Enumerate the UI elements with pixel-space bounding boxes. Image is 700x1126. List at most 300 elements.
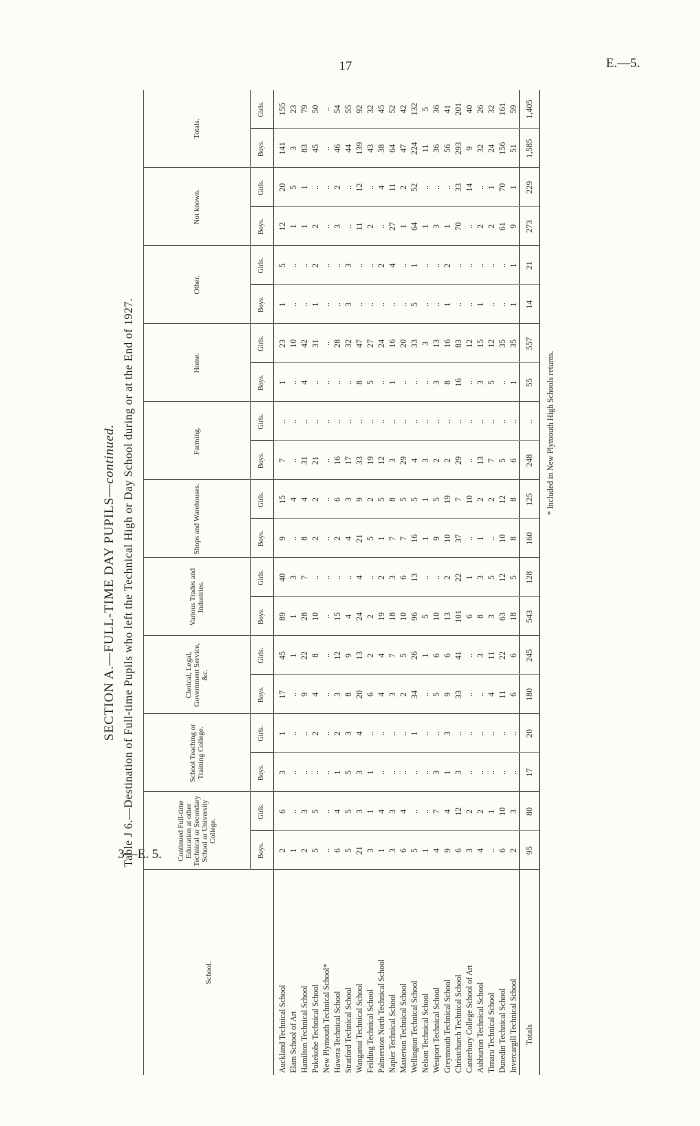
table-cell: 9: [299, 675, 310, 714]
totals-cell: 160: [520, 519, 540, 558]
table-cell: 36: [431, 90, 442, 129]
table-cell: 6: [442, 636, 453, 675]
table-cell: ..: [464, 636, 475, 675]
school-name: Wanganui Technical School: [355, 983, 364, 1073]
table-cell: 96: [409, 597, 420, 636]
table-cell: 2: [486, 207, 497, 246]
table-row: [475, 90, 486, 1075]
school-name: Ashburton Technical School: [476, 982, 485, 1073]
table-row: [321, 90, 332, 1075]
table-cell: ..: [321, 129, 332, 168]
table-cell: 10: [310, 597, 321, 636]
table-cell: 15: [274, 480, 289, 519]
table-cell: 2: [464, 792, 475, 831]
table-cell: 2: [299, 831, 310, 870]
table-cell: ..: [409, 753, 420, 792]
group-header: Clerical, Legal, Government Service, &c.: [144, 636, 251, 714]
table-cell: 5: [420, 90, 431, 129]
table-cell: 37: [453, 519, 464, 558]
table-cell: 64: [387, 129, 398, 168]
table-cell: ..: [420, 792, 431, 831]
table-cell: 13: [409, 558, 420, 597]
totals-cell: 273: [520, 207, 540, 246]
table-cell: 7: [387, 636, 398, 675]
table-cell: 5: [274, 246, 289, 285]
table-cell: 4: [387, 246, 398, 285]
table-cell: ..: [453, 714, 464, 753]
school-name: Christchurch Technical School: [454, 974, 463, 1073]
girls-subheader: Girls.: [251, 714, 274, 753]
table-cell: 29: [398, 441, 409, 480]
table-row: [310, 90, 321, 1075]
table-cell: 4: [442, 792, 453, 831]
school-name: Napier Technical School: [388, 994, 397, 1073]
totals-cell: 229: [520, 168, 540, 207]
table-cell: 2: [274, 831, 289, 870]
table-cell: 12: [497, 480, 508, 519]
table-cell: 3: [475, 558, 486, 597]
table-cell: 9: [464, 129, 475, 168]
table-cell: 41: [442, 90, 453, 129]
table-cell: 40: [274, 558, 289, 597]
table-row: [398, 90, 409, 1075]
table-cell: 156: [497, 129, 508, 168]
table-cell: 19: [365, 441, 376, 480]
table-cell: ..: [431, 558, 442, 597]
table-cell: 32: [343, 324, 354, 363]
table-cell: 6: [508, 675, 520, 714]
table-cell: ..: [274, 402, 289, 441]
table-cell: 224: [409, 129, 420, 168]
table-cell: 8: [508, 480, 520, 519]
table-cell: ..: [310, 402, 321, 441]
table-cell: 1: [288, 207, 299, 246]
table-cell: 6: [453, 831, 464, 870]
group-header: Totals.: [144, 90, 251, 168]
school-name: Elam School of Art: [289, 1011, 298, 1073]
table-row: [464, 90, 475, 1075]
group-header: Farming.: [144, 402, 251, 480]
girls-subheader: Girls.: [251, 324, 274, 363]
table-cell: ..: [288, 519, 299, 558]
table-cell: ..: [321, 558, 332, 597]
boys-subheader: Boys.: [251, 207, 274, 246]
table-cell: 10: [464, 480, 475, 519]
school-name: Stratford Technical School: [344, 987, 353, 1073]
table-cell: 13: [475, 441, 486, 480]
rotated-table-page: [98, 90, 700, 1075]
table-cell: ..: [321, 714, 332, 753]
girls-subheader: Girls.: [251, 90, 274, 129]
table-cell: ..: [475, 402, 486, 441]
table-cell: ..: [332, 402, 343, 441]
table-row: [420, 90, 431, 1075]
table-cell: ..: [288, 246, 299, 285]
table-cell: ..: [431, 402, 442, 441]
table-cell: 5: [398, 636, 409, 675]
table-cell: 12: [376, 441, 387, 480]
school-name: Canterbury College School of Art: [465, 965, 474, 1073]
table-row: [497, 90, 508, 1075]
table-cell: 2: [486, 480, 497, 519]
table-cell: 5: [420, 597, 431, 636]
table-row: [299, 90, 310, 1075]
table-cell: ..: [420, 168, 431, 207]
table-cell: ..: [321, 597, 332, 636]
table-cell: ..: [431, 168, 442, 207]
table-cell: ..: [310, 558, 321, 597]
table-cell: 50: [310, 90, 321, 129]
table-cell: 3: [420, 441, 431, 480]
table-cell: 11: [420, 129, 431, 168]
table-cell: 63: [497, 597, 508, 636]
table-cell: ..: [387, 714, 398, 753]
table-cell: 5: [431, 480, 442, 519]
table-cell: ..: [321, 636, 332, 675]
table-cell: 14: [464, 168, 475, 207]
totals-cell: 248: [520, 441, 540, 480]
table-cell: 2: [376, 246, 387, 285]
table-title: Table J 6.—Destination of Full-time Pupils who left the Technical High or Day School during or at the End of 1927.: [123, 298, 135, 867]
table-cell: 70: [497, 168, 508, 207]
table-cell: 42: [398, 90, 409, 129]
table-cell: 2: [310, 519, 321, 558]
table-cell: 4: [431, 831, 442, 870]
table-cell: 8: [343, 675, 354, 714]
table-cell: 5: [486, 558, 497, 597]
table-cell: 89: [274, 597, 289, 636]
table-cell: 54: [332, 90, 343, 129]
table-cell: 4: [475, 831, 486, 870]
table-row: [508, 90, 520, 1075]
table-cell: ..: [453, 285, 464, 324]
table-cell: 18: [508, 597, 520, 636]
table-cell: ..: [343, 207, 354, 246]
table-cell: 27: [387, 207, 398, 246]
destination-table: [143, 90, 540, 1075]
table-cell: 1: [299, 168, 310, 207]
totals-cell: 543: [520, 597, 540, 636]
table-cell: ..: [420, 402, 431, 441]
table-cell: 4: [332, 792, 343, 831]
totals-cell: 20: [520, 714, 540, 753]
table-cell: 9: [343, 636, 354, 675]
table-cell: ..: [486, 831, 497, 870]
table-cell: 19: [376, 597, 387, 636]
table-cell: 29: [453, 441, 464, 480]
table-cell: 3: [387, 831, 398, 870]
table-cell: ..: [486, 402, 497, 441]
table-cell: ..: [409, 363, 420, 402]
table-cell: 1: [442, 285, 453, 324]
girls-subheader: Girls.: [251, 246, 274, 285]
table-cell: 155: [274, 90, 289, 129]
table-cell: 3: [288, 558, 299, 597]
table-cell: 31: [299, 441, 310, 480]
table-cell: 2: [508, 831, 520, 870]
table-cell: 28: [332, 324, 343, 363]
table-cell: 1: [508, 363, 520, 402]
group-header: Not known.: [144, 168, 251, 246]
table-cell: ..: [343, 363, 354, 402]
table-cell: ..: [497, 246, 508, 285]
table-cell: ..: [398, 714, 409, 753]
table-cell: ..: [321, 246, 332, 285]
table-cell: 1: [409, 714, 420, 753]
table-cell: 4: [486, 675, 497, 714]
table-cell: 2: [376, 558, 387, 597]
table-cell: 11: [497, 675, 508, 714]
table-cell: 4: [376, 636, 387, 675]
table-cell: 1: [475, 285, 486, 324]
table-cell: 7: [387, 519, 398, 558]
table-cell: 45: [310, 129, 321, 168]
table-cell: 101: [453, 597, 464, 636]
table-cell: 3: [475, 636, 486, 675]
totals-cell: 95: [520, 831, 540, 870]
table-cell: ..: [398, 753, 409, 792]
table-cell: 23: [288, 90, 299, 129]
table-cell: ..: [299, 753, 310, 792]
table-cell: 1: [274, 285, 289, 324]
table-cell: ..: [431, 285, 442, 324]
table-cell: 2: [398, 675, 409, 714]
table-cell: 2: [310, 480, 321, 519]
table-cell: 11: [486, 636, 497, 675]
table-cell: ..: [354, 285, 365, 324]
table-cell: 7: [453, 480, 464, 519]
table-cell: 10: [442, 519, 453, 558]
table-cell: 64: [409, 207, 420, 246]
boys-subheader: Boys.: [251, 441, 274, 480]
table-row: [431, 90, 442, 1075]
boys-subheader: Boys.: [251, 753, 274, 792]
table-cell: 12: [354, 168, 365, 207]
page-number: 17: [339, 58, 352, 73]
table-cell: 51: [508, 129, 520, 168]
table-cell: ..: [321, 792, 332, 831]
table-cell: 2: [332, 714, 343, 753]
table-cell: ..: [486, 285, 497, 324]
table-cell: 6: [464, 597, 475, 636]
totals-cell: 180: [520, 675, 540, 714]
table-cell: ..: [398, 285, 409, 324]
table-cell: 47: [398, 129, 409, 168]
table-cell: 32: [486, 90, 497, 129]
table-cell: 2: [332, 168, 343, 207]
table-cell: 12: [453, 792, 464, 831]
table-cell: 1: [420, 831, 431, 870]
table-cell: ..: [321, 90, 332, 129]
table-cell: ..: [464, 519, 475, 558]
table-cell: 1: [486, 168, 497, 207]
table-cell: 2: [365, 636, 376, 675]
table-cell: 1: [365, 792, 376, 831]
table-cell: 10: [431, 597, 442, 636]
table-cell: 33: [354, 441, 365, 480]
table-body: [274, 90, 540, 1075]
table-cell: 10: [398, 597, 409, 636]
table-cell: 17: [274, 675, 289, 714]
table-cell: ..: [310, 168, 321, 207]
table-cell: ..: [321, 480, 332, 519]
table-cell: ..: [398, 246, 409, 285]
school-column-header: School.: [144, 870, 274, 1075]
table-cell: 9: [442, 675, 453, 714]
table-cell: ..: [376, 714, 387, 753]
table-cell: ..: [354, 402, 365, 441]
table-cell: 27: [365, 324, 376, 363]
table-cell: 1: [332, 753, 343, 792]
totals-cell: 125: [520, 480, 540, 519]
table-cell: 4: [398, 792, 409, 831]
table-cell: 3: [387, 792, 398, 831]
table-cell: 16: [332, 441, 343, 480]
table-cell: 3: [274, 753, 289, 792]
table-cell: 1: [508, 285, 520, 324]
table-cell: ..: [376, 207, 387, 246]
table-cell: ..: [497, 753, 508, 792]
table-cell: 5: [486, 363, 497, 402]
table-cell: 10: [288, 324, 299, 363]
table-cell: 3: [354, 792, 365, 831]
table-cell: ..: [288, 792, 299, 831]
totals-row: [520, 90, 540, 1075]
table-cell: ..: [332, 246, 343, 285]
table-cell: 15: [332, 597, 343, 636]
table-cell: ..: [321, 285, 332, 324]
school-name: New Plymouth Technical School*: [322, 963, 331, 1073]
table-cell: ..: [332, 558, 343, 597]
table-cell: 3: [299, 792, 310, 831]
table-cell: 2: [475, 792, 486, 831]
girls-subheader: Girls.: [251, 168, 274, 207]
table-cell: 70: [453, 207, 464, 246]
table-cell: 10: [497, 519, 508, 558]
table-cell: 3: [332, 207, 343, 246]
table-cell: ..: [365, 246, 376, 285]
table-cell: 6: [365, 675, 376, 714]
table-cell: 2: [365, 597, 376, 636]
table-cell: 1: [409, 246, 420, 285]
table-cell: 1: [288, 831, 299, 870]
table-cell: 16: [442, 324, 453, 363]
table-cell: ..: [497, 714, 508, 753]
table-row: [274, 90, 289, 1075]
table-cell: 3: [332, 675, 343, 714]
footnote: * Included in New Plymouth High Schools returns.: [546, 351, 555, 515]
table-cell: 1: [365, 753, 376, 792]
totals-label: Totals: [520, 870, 540, 1075]
table-cell: 16: [409, 519, 420, 558]
table-cell: ..: [398, 363, 409, 402]
table-cell: 3: [486, 597, 497, 636]
table-cell: 3: [464, 831, 475, 870]
table-cell: 1: [475, 519, 486, 558]
table-cell: 3: [508, 792, 520, 831]
table-cell: 3: [288, 129, 299, 168]
table-cell: 1: [508, 168, 520, 207]
table-cell: ..: [288, 753, 299, 792]
table-cell: ..: [398, 402, 409, 441]
table-cell: 4: [288, 480, 299, 519]
school-name: Hawera Technical School: [333, 991, 342, 1073]
table-cell: 5: [310, 831, 321, 870]
table-cell: ..: [321, 441, 332, 480]
table-cell: 22: [497, 636, 508, 675]
table-cell: 8: [310, 636, 321, 675]
table-cell: 1: [508, 246, 520, 285]
table-cell: 1: [376, 519, 387, 558]
table-cell: 141: [274, 129, 289, 168]
table-row: [343, 90, 354, 1075]
table-cell: 161: [497, 90, 508, 129]
table-cell: 21: [354, 831, 365, 870]
table-cell: 5: [497, 441, 508, 480]
table-cell: 43: [365, 129, 376, 168]
table-cell: 21: [354, 519, 365, 558]
school-name: Feilding Technical School: [366, 989, 375, 1073]
table-cell: ..: [288, 402, 299, 441]
table-cell: ..: [409, 402, 420, 441]
table-cell: 6: [398, 558, 409, 597]
table-cell: 1: [442, 753, 453, 792]
table-cell: 3: [343, 480, 354, 519]
table-cell: 201: [453, 90, 464, 129]
table-cell: ..: [321, 519, 332, 558]
table-row: [453, 90, 464, 1075]
table-cell: 52: [387, 90, 398, 129]
table-cell: ..: [420, 558, 431, 597]
table-cell: 8: [475, 597, 486, 636]
school-name: Masterton Technical School: [399, 983, 408, 1073]
table-cell: 4: [310, 675, 321, 714]
table-cell: ..: [464, 675, 475, 714]
school-name: Nelson Technical School: [421, 993, 430, 1073]
table-cell: 5: [409, 831, 420, 870]
table-cell: 46: [332, 129, 343, 168]
table-cell: 42: [299, 324, 310, 363]
table-cell: 2: [475, 480, 486, 519]
table-cell: 19: [442, 480, 453, 519]
table-row: [354, 90, 365, 1075]
table-cell: ..: [464, 402, 475, 441]
table-cell: 35: [497, 324, 508, 363]
table-cell: ..: [299, 402, 310, 441]
table-cell: ..: [332, 363, 343, 402]
table-cell: ..: [475, 168, 486, 207]
table-cell: 20: [274, 168, 289, 207]
table-cell: 1: [420, 480, 431, 519]
table-cell: ..: [376, 285, 387, 324]
table-cell: 6: [508, 441, 520, 480]
boys-subheader: Boys.: [251, 597, 274, 636]
table-cell: ..: [497, 402, 508, 441]
table-cell: 56: [442, 129, 453, 168]
table-cell: ..: [464, 207, 475, 246]
table-cell: 5: [376, 480, 387, 519]
table-cell: 45: [274, 636, 289, 675]
boys-subheader: Boys.: [251, 285, 274, 324]
table-cell: ..: [288, 714, 299, 753]
table-cell: 1: [376, 831, 387, 870]
table-cell: ..: [420, 753, 431, 792]
table-cell: 2: [431, 441, 442, 480]
table-cell: ..: [299, 285, 310, 324]
table-row: [332, 90, 343, 1075]
table-cell: ..: [321, 402, 332, 441]
table-cell: 59: [508, 90, 520, 129]
